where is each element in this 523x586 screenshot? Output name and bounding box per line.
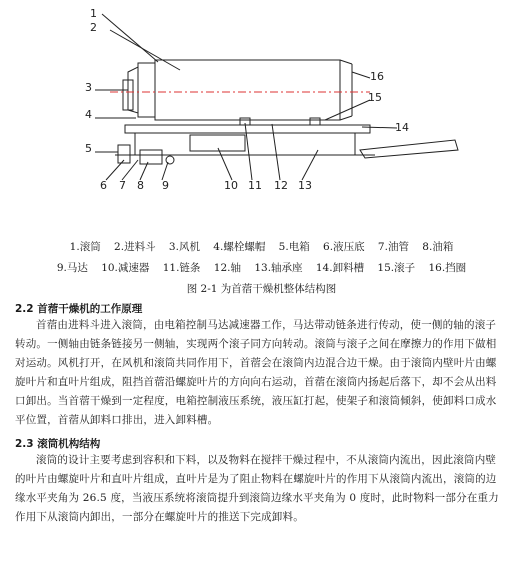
paragraph: 首蓿由进料斗进入滚筒，由电箱控制马达减速器工作，马达带动链条进行传动，使一侧的轴的滚子转动。一侧轴由链条链接另一侧轴，实现两个滚子同方向转动。滚筒与滚子之间在摩擦力的作用下做相对运动。风机打开，在风机和滚筒共同作用下，首蓿会在滚筒内边混合边干燥。由于滚筒内壁叶片由螺旋叶片和直叶片组成，阻挡首蓿沿螺旋叶片的方向向右运动，首蓿在滚筒内扬起后落下，却不会从出料口卸出。当首蓿干燥到一定程度，电箱控制液压系统，液压缸打起，使架子和滚筒倾斜，使卸料口成水平位置，首蓿从卸料口排出，进入卸料槽。 bbox=[15, 319, 497, 426]
roller-right bbox=[310, 118, 320, 125]
legend-item: 13.轴承座 bbox=[254, 262, 303, 274]
oil-tank bbox=[140, 150, 162, 164]
callout: 3 bbox=[85, 81, 92, 94]
legend-item: 2.进料斗 bbox=[114, 241, 156, 253]
callout: 6 bbox=[100, 179, 107, 192]
legend-item: 9.马达 bbox=[56, 262, 88, 274]
motor-reducer bbox=[190, 135, 245, 151]
callout: 7 bbox=[119, 179, 126, 192]
legend-item: 11.链条 bbox=[162, 262, 201, 274]
dryer-drawing bbox=[40, 0, 500, 200]
callout: 2 bbox=[90, 21, 97, 34]
callout: 12 bbox=[274, 179, 288, 192]
drum-end-top bbox=[340, 60, 352, 64]
legend-item: 15.滚子 bbox=[377, 262, 416, 274]
legend-row-1 bbox=[0, 240, 523, 254]
callout: 9 bbox=[162, 179, 169, 192]
legend-item: 10.减速器 bbox=[101, 262, 150, 274]
callout: 15 bbox=[368, 91, 382, 104]
feed-end-ring bbox=[138, 63, 155, 117]
legend-row-2 bbox=[0, 261, 523, 275]
section-body-2-2 bbox=[15, 316, 505, 430]
drum-body bbox=[155, 60, 340, 120]
legend-item: 3.风机 bbox=[168, 241, 200, 253]
section-body-2-3 bbox=[15, 451, 505, 527]
legend-item: 6.液压底 bbox=[323, 241, 365, 253]
legend-item: 1.滚筒 bbox=[69, 241, 101, 253]
section-heading-2-3: 2.3 滚筒机构结构 bbox=[15, 438, 101, 450]
callout: 16 bbox=[370, 70, 384, 83]
paragraph: 滚筒的设计主要考虑到容积和下料，以及物料在搅拌干燥过程中，不从滚筒内流出，因此滚筒内壁的叶片由螺旋叶片和直叶片组成，直叶片是为了阻止物料在螺旋叶片的作用下从滚筒内流出，滚筒的边缘水平夹角为 26.5 度，当液压系统将滚筒提升到滚筒边缘水平夹角为 0 度时，此时物料一部分在重力作用下从滚筒内卸出，一部分在螺旋叶片的推送下完成卸料。 bbox=[15, 454, 499, 523]
section-heading-2-2: 2.2 首蓿干燥机的工作原理 bbox=[15, 303, 143, 315]
dryer-structure-figure bbox=[40, 0, 500, 200]
legend-item: 14.卸料槽 bbox=[315, 262, 365, 274]
callout: 11 bbox=[248, 179, 262, 192]
callout: 4 bbox=[85, 108, 92, 121]
figure-caption: 图 2-1 为首蓿干燥机整体结构图 bbox=[186, 283, 337, 295]
legend-item: 4.螺栓螺帽 bbox=[213, 241, 266, 253]
motor-circle bbox=[166, 156, 174, 164]
callout: 1 bbox=[90, 7, 97, 20]
legend-item: 12.轴 bbox=[213, 262, 241, 274]
callout: 10 bbox=[224, 179, 238, 192]
frame-top-rail bbox=[125, 125, 370, 133]
callout: 5 bbox=[85, 142, 92, 155]
callout: 14 bbox=[395, 121, 409, 134]
legend-item: 7.油管 bbox=[377, 241, 409, 253]
callout: 8 bbox=[137, 179, 144, 192]
legend-item: 16.挡圈 bbox=[428, 262, 467, 274]
callout: 13 bbox=[298, 179, 312, 192]
drum-end-bottom bbox=[340, 116, 352, 120]
legend-item: 5.电箱 bbox=[278, 241, 310, 253]
legend-item: 8.油箱 bbox=[422, 241, 454, 253]
